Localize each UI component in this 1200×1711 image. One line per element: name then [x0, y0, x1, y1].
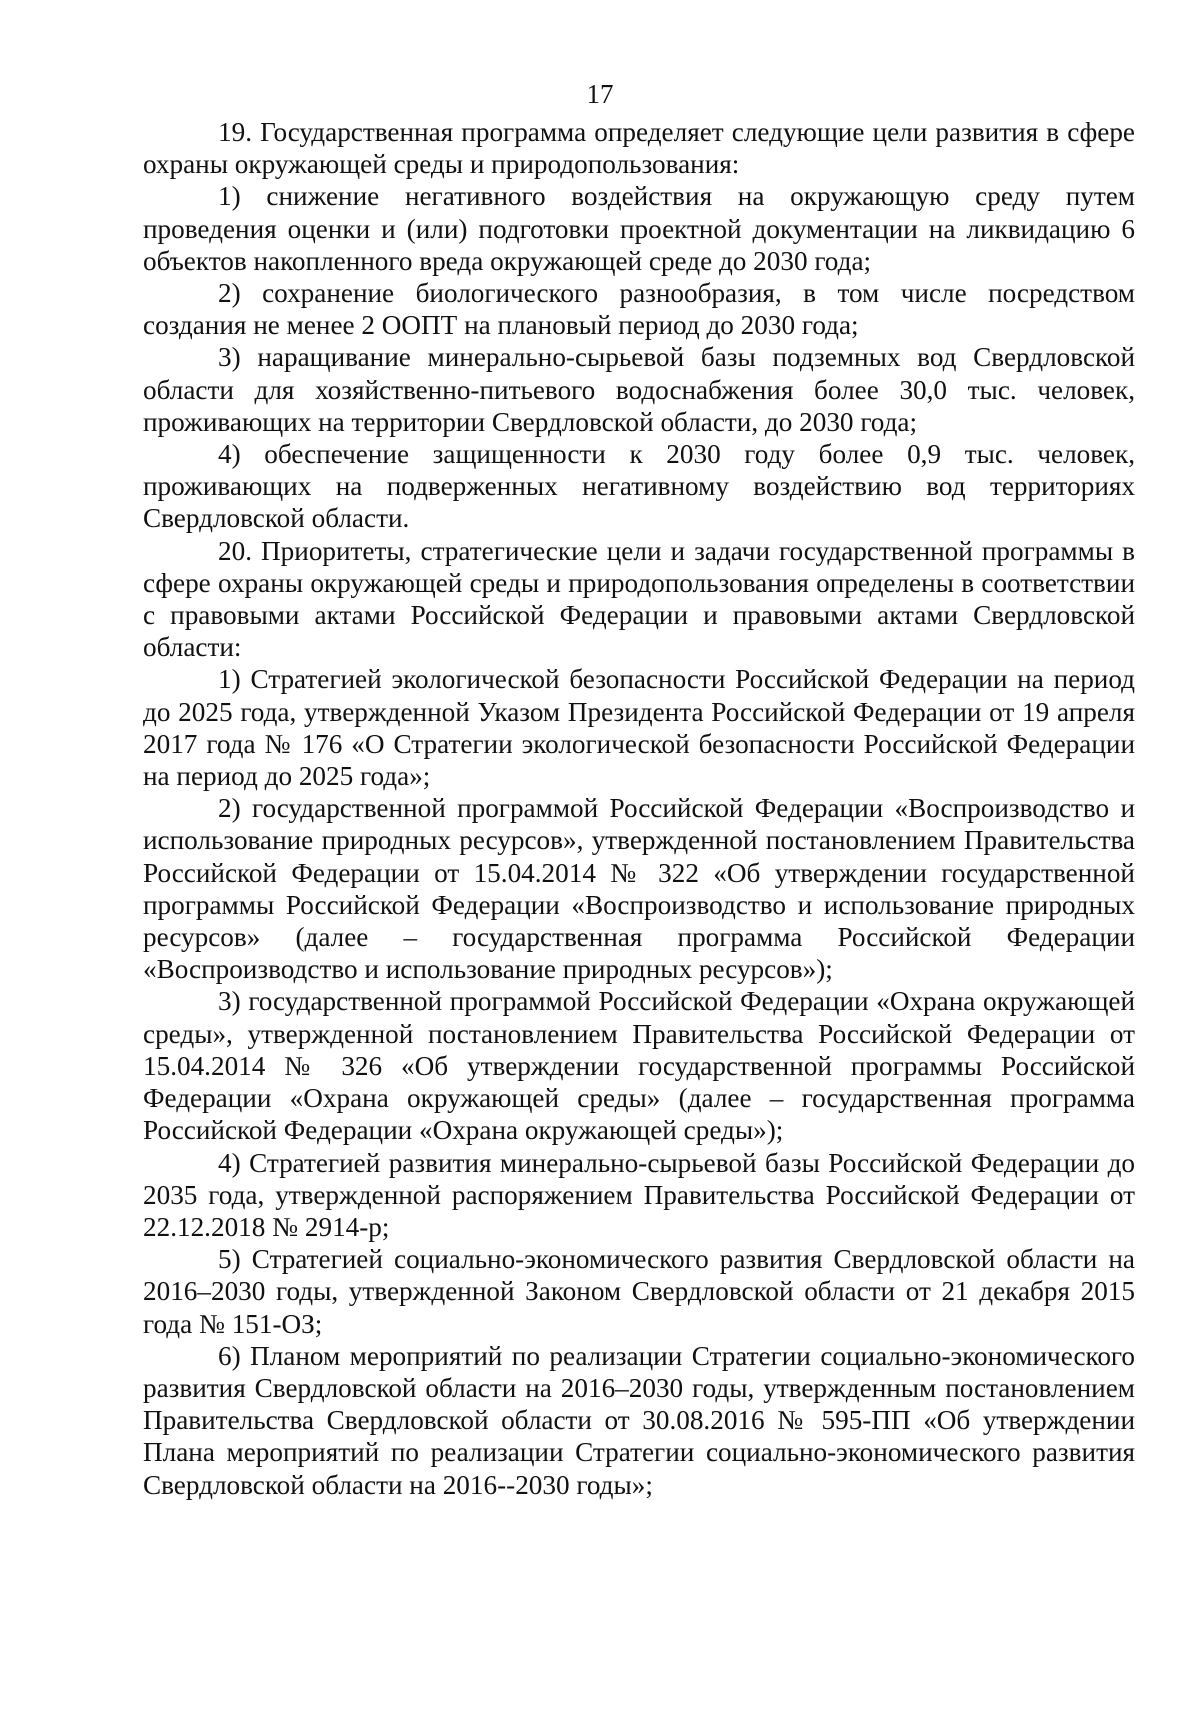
paragraph-20-item-1: 1) Стратегией экологической безопасности Российской Федерации на период до 2025 года, утвержденной Указом Президента Российской Федерации от 19 апреля 2017 года № 176 «О Стратегии экологической безопасности Российской Федерации на период до 2025 года»; [143, 664, 1135, 792]
paragraph-19-item-1: 1) снижение негативного воздействия на окружающую среду путем проведения оценки и (или) подготовки проектной документации на ликвидацию 6 объектов накопленного вреда окружающей среде до 2030 года; [143, 181, 1135, 276]
paragraph-20-item-2: 2) государственной программой Российской Федерации «Воспроизводство и использование природных ресурсов», утвержденной постановлением Правительства Российской Федерации от 15.04.2014 № 322 «Об утверждении государственной программы Российской Федерации «Воспроизводство и использование природных ресурсов» (далее – государственная программа Российской Федерации «Воспроизводство и использование природных ресурсов»); [143, 793, 1135, 985]
paragraph-19-intro: 19. Государственная программа определяет следующие цели развития в сфере охраны окружающей среды и природопользования: [143, 117, 1135, 180]
document-body [143, 116, 1135, 1501]
paragraph-19-item-4: 4) обеспечение защищенности к 2030 году более 0,9 тыс. человек, проживающих на подверженных негативному воздействию вод территориях Свердловской области. [143, 439, 1135, 534]
paragraph-20-item-6: 6) Планом мероприятий по реализации Стратегии социально-экономического развития Свердловской области на 2016–2030 годы, утвержденным постановлением Правительства Свердловской области от 30.08.2016 № 595-ПП «Об утверждении Плана мероприятий по реализации Стратегии социально-экономического развития Свердловской области на 2016--2030 годы»; [143, 1340, 1135, 1500]
page-number: 17 [586, 79, 614, 109]
paragraph-20-intro: 20. Приоритеты, стратегические цели и задачи государственной программы в сфере охраны окружающей среды и природопользования определены в соответствии с правовыми актами Российской Федерации и правовыми актами Свердловской области: [143, 535, 1135, 663]
paragraph-20-item-5: 5) Стратегией социально-экономического развития Свердловской области на 2016–2030 годы, утвержденной Законом Свердловской области от 21 декабря 2015 года № 151-ОЗ; [143, 1244, 1135, 1339]
paragraph-20-item-4: 4) Стратегией развития минерально-сырьевой базы Российской Федерации до 2035 года, утвержденной распоряжением Правительства Российской Федерации от 22.12.2018 № 2914-р; [143, 1147, 1135, 1242]
paragraph-19-item-2: 2) сохранение биологического разнообразия, в том числе посредством создания не менее 2 ООПТ на плановый период до 2030 года; [143, 278, 1135, 341]
paragraph-20-item-3: 3) государственной программой Российской Федерации «Охрана окружающей среды», утвержденной постановлением Правительства Российской Федерации от 15.04.2014 № 326 «Об утверждении государственной программы Российской Федерации «Охрана окружающей среды» (далее – государственная программа Российской Федерации «Охрана окружающей среды»); [143, 986, 1135, 1146]
paragraph-19-item-3: 3) наращивание минерально-сырьевой базы подземных вод Свердловской области для хозяйственно-питьевого водоснабжения более 30,0 тыс. человек, проживающих на территории Свердловской области, до 2030 года; [143, 342, 1135, 437]
